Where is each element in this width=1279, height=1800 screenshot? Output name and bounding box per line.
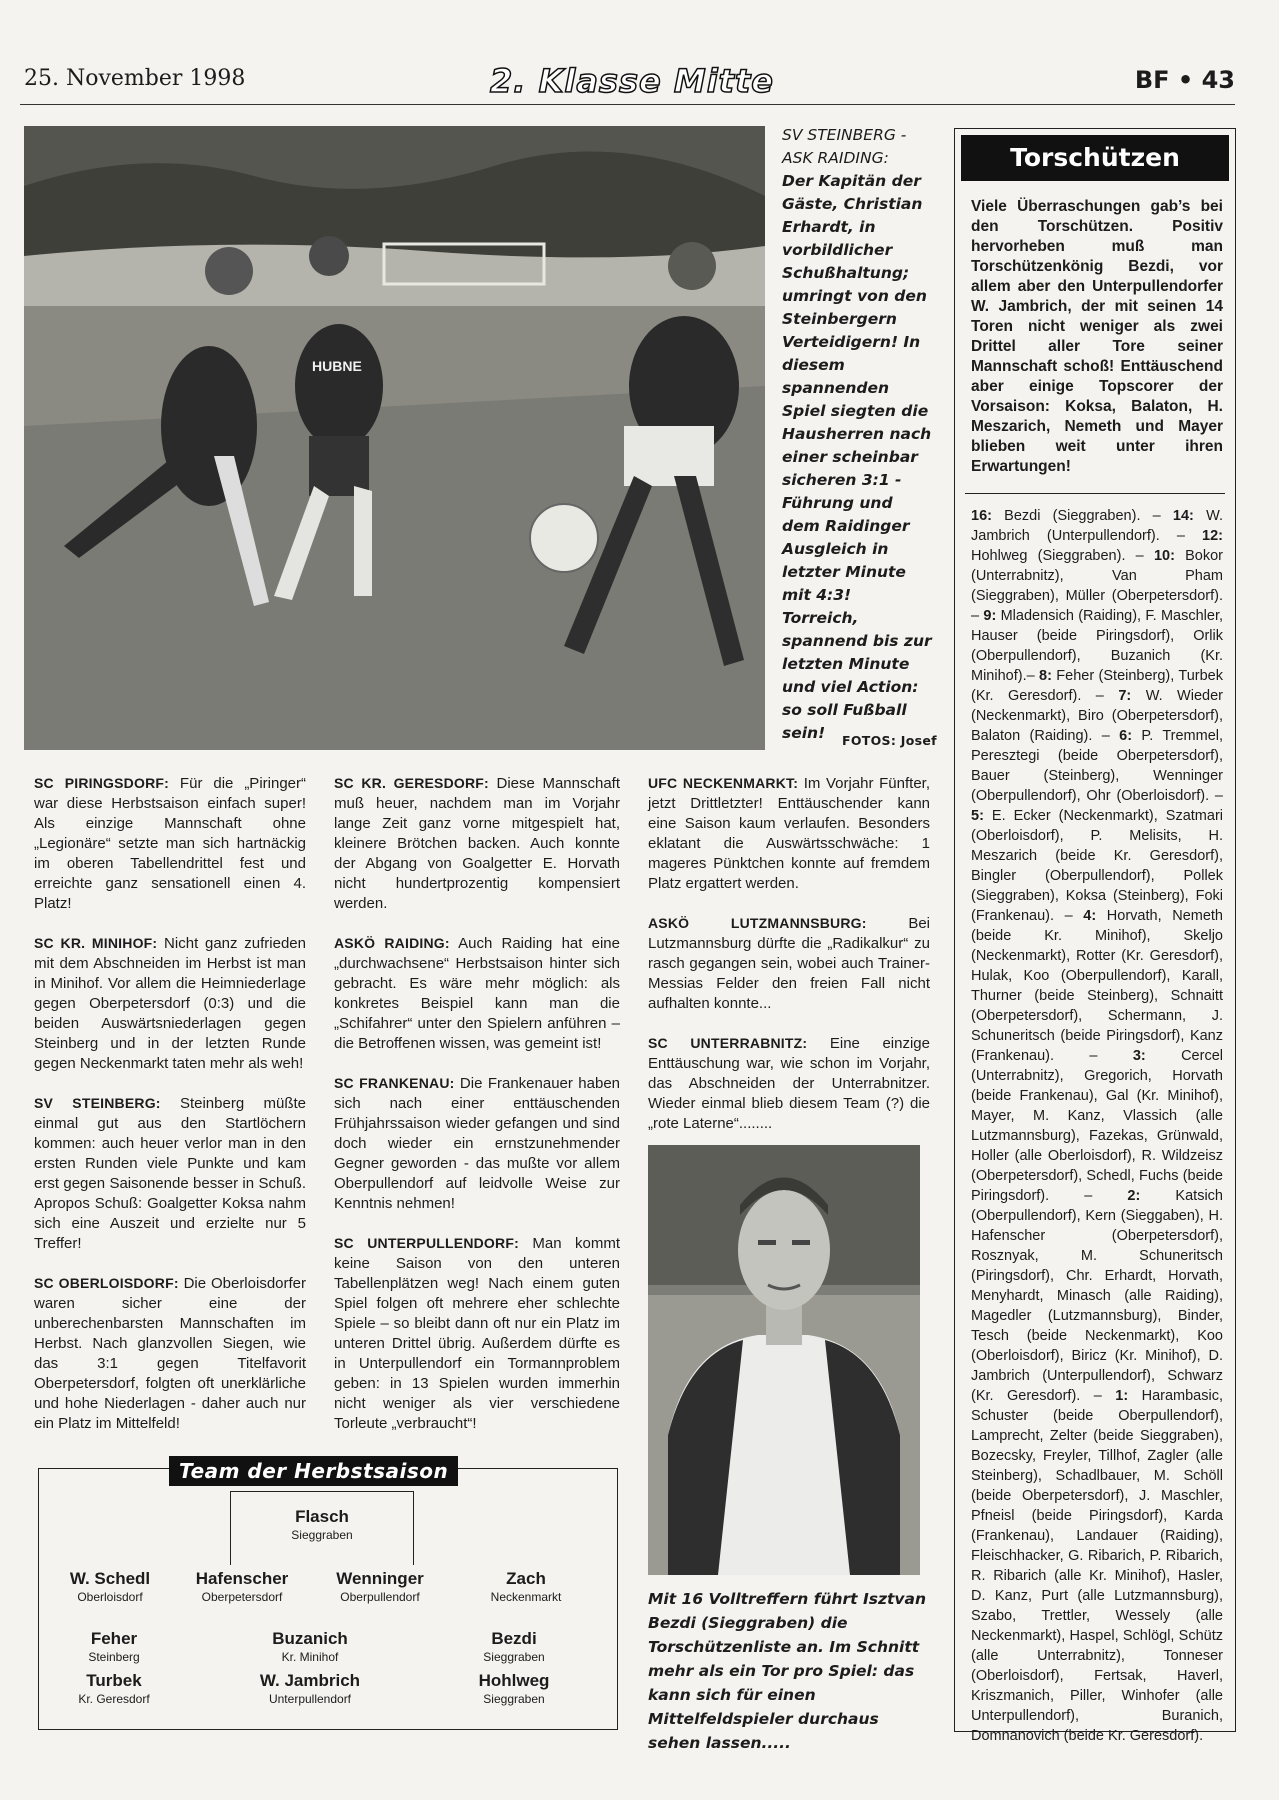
article-column-1: [34, 773, 306, 1453]
player-club: Neckenmarkt: [490, 1590, 562, 1604]
goal-count: 7:: [1118, 688, 1132, 704]
portrait-caption: Mit 16 Volltreffern führt Isztvan Bezdi (Sieggraben) die Torschützenliste an. Im Schnitt mehr als ein Tor pro Spiel: das kann sich für einen Mittelfeldspieler durchaus sehen lassen.....: [648, 1590, 926, 1752]
team-player: [235, 1629, 385, 1665]
goal-count: 2:: [1127, 1188, 1141, 1204]
team-player: [235, 1671, 385, 1707]
football: [530, 504, 598, 572]
club-report: [34, 1273, 306, 1434]
goal-count: 6:: [1119, 728, 1133, 744]
scorers-sidebar: [954, 128, 1236, 1744]
scorers-title: Torschützen: [961, 135, 1229, 181]
scorer-names: Cercel (Unterrabnitz), Gregorich, Horvath (beide Frankenau), Gal (Kr. Minihof), Mayer, M. Kanz, Vlassich (alle Lutzmannsburg), Fazekas, Grünwald, Holler (alle Oberloisdorf), R. Wildzeisz (Oberpetersdorf), Schedl, Fuchs (beide Piringsdorf). –: [971, 1048, 1223, 1204]
club-report: [648, 913, 930, 1014]
scorer-group: [971, 1388, 1223, 1744]
issue-date: 25. November 1998: [24, 66, 246, 91]
scorers-list: [955, 494, 1235, 1746]
club-report-text: Bei Lutzmannsburg dürfte die „Radikalkur“ zu rasch gegangen sein, wobei auch Trainer-Messias Felder den freien Fall nicht aufhalten konnte...: [648, 915, 930, 1012]
player-club: Unterpullendorf: [268, 1692, 352, 1706]
scorer-names: W. Jambrich (Unterpullendorf). –: [971, 508, 1223, 544]
player-name: Bezdi: [491, 1629, 537, 1648]
club-report-text: Für die „Piringer“ war diese Herbstsaison einfach super! Als einzige Mannschaft ohne „Legionäre“ setzte man sich hartnäckig im oberen Tabellendrittel fest und erreichte ganz sensationell einen 4. Platz!: [34, 775, 306, 912]
player-club: Steinberg: [88, 1650, 140, 1664]
portrait-photo-image: [648, 1145, 920, 1575]
club-name: ASKÖ RAIDING:: [334, 935, 450, 951]
club-name: ASKÖ LUTZMANNSBURG:: [648, 915, 867, 931]
club-name: UFC NECKENMARKT:: [648, 775, 799, 791]
club-report-text: Die Oberloisdorfer waren sicher eine der unberechenbarsten Mannschaften im Herbst. Nach glanzvollen Siegen, wie das 3:1 gegen Titelfavorit Oberpetersdorf, folgten oft unerklärliche und hohe Niederlagen - daher auch nur ein Platz im Mittelfeld!: [34, 1275, 307, 1432]
scorer-group: [971, 908, 1223, 1064]
team-player: [167, 1569, 317, 1605]
scorer-group: [971, 1188, 1223, 1404]
main-photo-caption: [782, 124, 932, 745]
goal-count: 10:: [1153, 548, 1175, 564]
club-name: SC KR. MINIHOF:: [34, 935, 158, 951]
scorer-group: [971, 808, 1223, 924]
club-report-text: Die Frankenauer haben sich nach einer enttäuschenden Frühjahrssaison wieder gefangen und sind doch wieder ein ernstzunehmender Gegner geworden - das mußte vor allem Oberpullendorf auf leidvolle Weise zur Kenntnis nehmen!: [334, 1075, 621, 1212]
player-name: Feher: [90, 1629, 138, 1648]
photo-credit: FOTOS: Josef: [842, 733, 937, 748]
scorer-group: [971, 1048, 1223, 1204]
shirt-lettering: HUBNE: [312, 358, 362, 374]
scorer-names: P. Tremmel, Peresztegi (beide Oberpetersdorf), Bauer (Steinberg), Wenninger (Oberpullendorf), Ohr (Oberloisdorf). –: [971, 728, 1224, 804]
team-player: [305, 1569, 455, 1605]
goal-count: 5:: [971, 808, 984, 824]
goal-count: 1:: [1115, 1388, 1129, 1404]
club-name: SC OBERLOISDORF:: [34, 1275, 179, 1291]
club-name: SC FRANKENAU:: [334, 1075, 455, 1091]
goal-count: 16:: [971, 508, 992, 524]
team-player: [439, 1671, 589, 1707]
player-name: W. Schedl: [69, 1569, 151, 1588]
club-report: [334, 933, 620, 1054]
club-report: [34, 1093, 306, 1254]
scorer-group: [971, 508, 1173, 524]
club-report-text: Auch Raiding hat eine „durchwachsene“ Herbstsaison hinter sich gebracht. Es wäre mehr möglich: als konkretes Beispiel kann man die „Schifahrer“ unter den Spielern anführen – die Betroffenen wissen, was gemeint ist!: [334, 935, 620, 1052]
main-photo-caption-body: Der Kapitän der Gäste, Christian Erhardt, in vorbildlicher Schußhaltung; umringt von den Steinbergern Verteidigern! In diesem spannenden Spiel siegten die Hausherren nach einer scheinbar sicheren 3:1 - Führung und dem Raidinger Ausgleich in letzter Minute mit 4:3! Torreich, spannend bis zur letzten Minute und viel Action: so soll Fußball sein!: [782, 172, 932, 742]
goal-count: 12:: [1202, 528, 1223, 544]
page-number: BF • 43: [1134, 66, 1235, 94]
match-photo-image: [24, 126, 765, 750]
portrait-photo: [648, 1145, 920, 1575]
club-name: SC KR. GERESDORF:: [334, 775, 489, 791]
scorer-names: W. Wieder (Neckenmarkt), Biro (Oberpetersdorf), Balaton (Raiding). –: [971, 688, 1223, 744]
player-club: Sieggraben: [483, 1650, 545, 1664]
goal-count: 4:: [1083, 908, 1097, 924]
team-player: [39, 1671, 189, 1707]
club-report-text: Nicht ganz zufrieden mit dem Abschneiden im Herbst ist man in Minihof. Vor allem die Heimniederlage gegen Oberpetersdorf (0:3) und die beiden Auswärtsniederlagen gegen Steinberg und in der letzten Runde gegen Neckenmarkt taten mehr als weh!: [34, 935, 306, 1072]
scorers-intro: Viele Überraschungen gab’s bei den Torschützen. Positiv hervorheben muß man Torschützenkönig Bezdi, vor allem aber den Unterpullendorfer W. Jambrich, der mit seinen 14 Toren nicht weniger als zwei Drittel aller Tore seiner Mannschaft schoß! Enttäuschend aber einige Topscorer der Vorsaison: Koksa, Balaton, H. Meszarich, Nemeth und Mayer blieben weit unter ihren Erwartungen!: [971, 198, 1223, 475]
main-photo-caption-head: SV STEINBERG - ASK RAIDING:: [782, 126, 907, 167]
player-club: Sieggraben: [483, 1692, 545, 1706]
scorer-names: Bokor (Unterrabnitz), Van Pham (Sieggraben), Müller (Oberpetersdorf). –: [971, 548, 1223, 624]
player-name: Flasch: [295, 1507, 349, 1526]
player-name: Hohlweg: [478, 1671, 550, 1690]
goal-count: 14:: [1172, 508, 1194, 524]
player-club: Oberloisdorf: [77, 1590, 143, 1604]
club-report: [648, 1033, 930, 1134]
team-player: [439, 1629, 589, 1665]
section-title: 2. Klasse Mitte: [490, 62, 774, 100]
article-column-2: [334, 773, 620, 1453]
goal-count: 9:: [983, 608, 997, 624]
player-club: Sieggraben: [291, 1528, 353, 1542]
player-name: Zach: [506, 1569, 546, 1588]
goal-count: 8:: [1039, 668, 1052, 684]
club-name: SV STEINBERG:: [34, 1095, 161, 1111]
player-club: Oberpetersdorf: [201, 1590, 283, 1604]
club-report: [34, 773, 306, 914]
scorer-names: E. Ecker (Neckenmarkt), Szatmari (Oberloisdorf), P. Melisits, H. Meszarich (beide Kr. Geresdorf), Bingler (Oberpullendorf), Pollek (Sieggraben), Koksa (Steinberg), Foki (Frankenau). –: [971, 808, 1223, 924]
team-player: [247, 1507, 397, 1543]
goal-count: 3:: [1132, 1048, 1146, 1064]
player-name: W. Jambrich: [259, 1671, 361, 1690]
team-player: [35, 1569, 185, 1605]
club-report: [334, 1233, 620, 1434]
player-name: Wenninger: [336, 1569, 424, 1588]
club-report: [334, 773, 620, 914]
player-name: Buzanich: [272, 1629, 348, 1648]
scorer-names: Katsich (Oberpullendorf), Kern (Sieggaben), H. Hafenscher (Oberpetersdorf), Rosznyak, M. Schuneritsch (Piringsdorf), Chr. Erhardt, Horvath, Menyhardt, Minasch (alle Raiding), Magedler (Lutzmannsburg), Binder, Tesch (beide Neckenmarkt), Koo (Oberloisdorf), Biricz (Kr. Minihof), D. Jambrich (Unterpullendorf), Schwarz (Kr. Geresdorf). –: [971, 1188, 1223, 1404]
team-of-season-box: [38, 1459, 618, 1730]
club-report-text: Im Vorjahr Fünfter, jetzt Drittletzter! Enttäuschender kann eine Saison kaum verlaufen. Besonders eklatant die Auswärtsschwäche: 1 mageres Pünktchen konnte auf fremdem Platz ergattert werden.: [648, 775, 930, 892]
scorer-names: Bezdi (Sieggraben). –: [991, 508, 1173, 524]
club-name: SC UNTERRABNITZ:: [648, 1035, 808, 1051]
player-club: Kr. Geresdorf: [78, 1692, 150, 1706]
club-report-text: Man kommt keine Saison von den unteren Tabellenplätzen weg! Nach einem guten Spiel folgen oft mehrere eher schlechte Spiele – so bleibt dann oft nur ein Platz im unteren Drittel übrig. Außerdem dürfte es in Unterpullendorf ein Tormannproblem geben: in 13 Spielen wurden immerhin nicht weniger als vier verschiedene Torleute „verbraucht“!: [334, 1235, 620, 1432]
article-column-3: [648, 773, 930, 1153]
team-player: [39, 1629, 189, 1665]
player-club: Kr. Minihof: [281, 1650, 339, 1664]
scorer-names: Harambasic, Schuster (beide Oberpullendorf), Lamprecht, Zelter (beide Sieggraben), Bozecsky, Freyler, Tillhof, Zagler (alle Steinberg), Schadlbauer, M. Schöll (beide Oberpetersdorf), J. Maschler, Pfneisl (beide Piringsdorf), Karda (Frankenau), Landauer (Raiding), Fleischhacker, G. Ribarich, P. Ribarich, R. Ribarich (alle Kr. Minihof), Hasler, D. Kanz, Purt (alle Lutzmannsburg), Szabo, Trettler, Wessely (alle Neckenmarkt), Haspel, Schlögl, Schütz (alle Unterrabnitz), Tonneser (Oberloisdorf), Fertsak, Haverl, Kriszmanich, Piller, Winhofer (alle Unterpullendorf), Buranich, Domnanovich (beide Kr. Geresdorf).: [971, 1388, 1223, 1744]
header-rule: [20, 104, 1235, 105]
scorer-names: Horvath, Nemeth (beide Kr. Minihof), Skeljo (Neckenmarkt), Rotter (Kr. Geresdorf), Hulak, Koo (Oberpullendorf), Karall, Thurner (beide Steinberg), Schnaitt (Oberpetersdorf), Schermann, J. Schuneritsch (beide Piringsdorf), Kanz (Frankenau). –: [971, 908, 1223, 1064]
club-name: SC PIRINGSDORF:: [34, 775, 169, 791]
scorer-names: Feher (Steinberg), Turbek (Kr. Geresdorf). –: [971, 668, 1223, 704]
club-report: [648, 773, 930, 894]
club-report-text: Eine einzige Enttäuschung war, wie schon im Vorjahr, das Abschneiden der Unterrabnitzer. Wieder einmal blieb diesem Team (?) die „rote Laterne“........: [648, 1035, 930, 1132]
scorer-names: Hohlweg (Sieggraben). –: [971, 548, 1154, 564]
team-player: [451, 1569, 601, 1605]
player-name: Hafenscher: [195, 1569, 289, 1588]
player-name: Turbek: [86, 1671, 142, 1690]
club-report-text: Steinberg müßte einmal gut aus den Startlöchern kommen: auch heuer verlor man in den ersten Runden viele Punkte und kam erst gegen Saisonende besser in Schuß. Apropos Schuß: Goalgetter Koksa nahm sich eine Auszeit und erzielte nur 5 Treffer!: [34, 1095, 306, 1252]
scorer-names: Mladensich (Raiding), F. Maschler, Hauser (beide Piringsdorf), Orlik (Oberpullendorf), Buzanich (Kr. Minihof).–: [971, 608, 1223, 684]
player-club: Oberpullendorf: [340, 1590, 420, 1604]
club-report: [334, 1073, 620, 1214]
team-of-season-title: Team der Herbstsaison: [169, 1456, 458, 1486]
match-photo: [24, 126, 765, 750]
club-name: SC UNTERPULLENDORF:: [334, 1235, 519, 1251]
club-report-text: Diese Mannschaft muß heuer, nachdem man im Vorjahr lange Zeit ganz vorne mitgespielt hat, kleinere Brötchen backen. Auch konnte der Abgang von Goalgetter E. Horvath nicht hundertprozentig kompensiert werden.: [334, 775, 620, 912]
club-report: [34, 933, 306, 1074]
